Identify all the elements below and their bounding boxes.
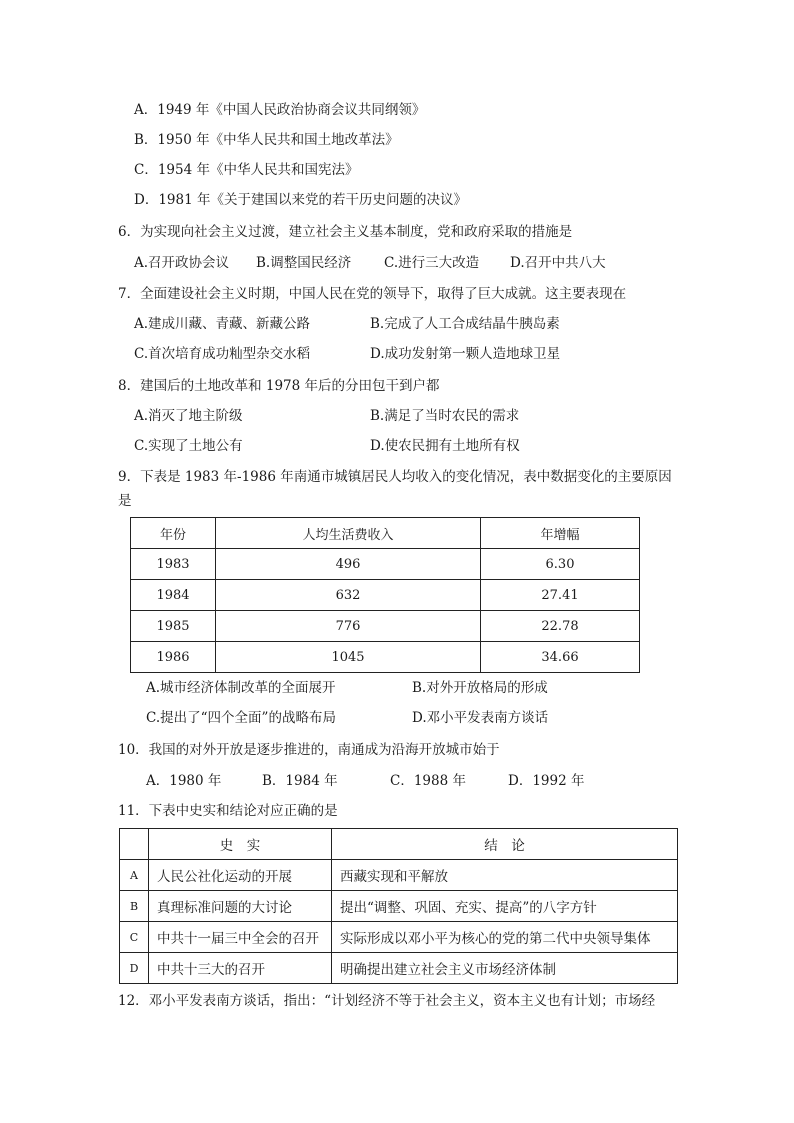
cell-year: 1983 (131, 549, 216, 580)
q5-option-d: D．1981 年《关于建国以来党的若干历史问题的决议》 (134, 192, 467, 208)
header-income: 人均生活费收入 (216, 518, 481, 549)
cell-income: 1045 (216, 642, 481, 673)
q7-options-row1 (134, 314, 694, 334)
q5-option-a: A．1949 年《中国人民政治协商会议共同纲领》 (134, 102, 426, 118)
cell-fact: 中共十一届三中全会的召开 (149, 922, 332, 953)
q9-stem-line1: 9．下表是 1983 年-1986 年南通市城镇居民人均收入的变化情况，表中数据变化的主要原因 (118, 469, 672, 485)
q10-option-c: C．1988 年 (390, 773, 466, 789)
cell-fact: 真理标准问题的大讨论 (149, 891, 332, 922)
table-row (131, 549, 640, 580)
table-row (131, 642, 640, 673)
q7-option-b: B.完成了人工合成结晶牛胰岛素 (370, 316, 560, 332)
cell-growth: 27.41 (481, 580, 640, 611)
header-growth: 年增幅 (481, 518, 640, 549)
history-table (119, 828, 678, 984)
q11-stem: 11．下表中史实和结论对应正确的是 (118, 803, 338, 819)
cell-conclusion: 提出“调整、巩固、充实、提高”的八字方针 (332, 891, 678, 922)
q6-option-c: C.进行三大改造 (384, 255, 480, 271)
cell-growth: 34.66 (481, 642, 640, 673)
cell-income: 632 (216, 580, 481, 611)
q7-options-row2 (134, 344, 694, 364)
table-row (120, 953, 678, 984)
header-key (120, 829, 149, 860)
cell-key: D (120, 953, 149, 984)
q10-options (146, 771, 646, 791)
q8-option-c: C.实现了土地公有 (134, 438, 243, 454)
cell-growth: 22.78 (481, 611, 640, 642)
table-row (131, 580, 640, 611)
q9-option-a: A.城市经济体制改革的全面展开 (146, 680, 336, 696)
q7-stem: 7．全面建设社会主义时期，中国人民在党的领导下，取得了巨大成就。这主要表现在 (118, 286, 627, 302)
q6-option-a: A.召开政协会议 (134, 255, 230, 271)
header-fact: 史 实 (149, 829, 332, 860)
table-header-row (120, 829, 678, 860)
cell-year: 1984 (131, 580, 216, 611)
table-row (120, 891, 678, 922)
header-conclusion: 结 论 (332, 829, 678, 860)
header-year: 年份 (131, 518, 216, 549)
q9-option-c: C.提出了“四个全面”的战略布局 (146, 710, 336, 726)
table-header-row (131, 518, 640, 549)
q9-stem-line2: 是 (118, 493, 132, 509)
q8-options-row2 (134, 436, 694, 456)
q6-option-b: B.调整国民经济 (256, 255, 352, 271)
q5-option-c: C．1954 年《中华人民共和国宪法》 (134, 162, 359, 178)
cell-fact: 中共十三大的召开 (149, 953, 332, 984)
cell-income: 776 (216, 611, 481, 642)
q6-stem: 6．为实现向社会主义过渡，建立社会主义基本制度，党和政府采取的措施是 (118, 224, 573, 240)
cell-conclusion: 明确提出建立社会主义市场经济体制 (332, 953, 678, 984)
q8-option-d: D.使农民拥有土地所有权 (370, 438, 520, 454)
q7-option-d: D.成功发射第一颗人造地球卫星 (370, 346, 561, 362)
q7-option-c: C.首次培育成功籼型杂交水稻 (134, 346, 311, 362)
q9-option-b: B.对外开放格局的形成 (412, 680, 548, 696)
q5-option-b: B．1950 年《中华人民共和国土地改革法》 (134, 132, 399, 148)
q12-stem: 12．邓小平发表南方谈话，指出：“计划经济不等于社会主义，资本主义也有计划；市场经 (118, 993, 656, 1009)
q7-option-a: A.建成川藏、青藏、新藏公路 (134, 316, 311, 332)
table-row (120, 860, 678, 891)
table-row (120, 922, 678, 953)
cell-year: 1986 (131, 642, 216, 673)
cell-conclusion: 实际形成以邓小平为核心的党的第二代中央领导集体 (332, 922, 678, 953)
cell-key: B (120, 891, 149, 922)
q10-option-d: D．1992 年 (508, 773, 585, 789)
q10-option-a: A．1980 年 (146, 773, 222, 789)
cell-key: C (120, 922, 149, 953)
cell-growth: 6.30 (481, 549, 640, 580)
table-row (131, 611, 640, 642)
cell-key: A (120, 860, 149, 891)
income-table (130, 517, 640, 673)
cell-income: 496 (216, 549, 481, 580)
q8-options-row1 (134, 406, 694, 426)
q8-option-a: A.消灭了地主阶级 (134, 408, 243, 424)
q6-options (134, 253, 694, 273)
q10-option-b: B．1984 年 (262, 773, 338, 789)
q9-options-row2 (146, 708, 706, 728)
q10-stem: 10．我国的对外开放是逐步推进的，南通成为沿海开放城市始于 (118, 742, 500, 758)
q6-option-d: D.召开中共八大 (510, 255, 606, 271)
cell-conclusion: 西藏实现和平解放 (332, 860, 678, 891)
cell-fact: 人民公社化运动的开展 (149, 860, 332, 891)
q9-option-d: D.邓小平发表南方谈话 (412, 710, 549, 726)
q8-option-b: B.满足了当时农民的需求 (370, 408, 520, 424)
cell-year: 1985 (131, 611, 216, 642)
q9-options-row1 (146, 678, 706, 698)
q8-stem: 8．建国后的土地改革和 1978 年后的分田包干到户都 (118, 378, 440, 394)
